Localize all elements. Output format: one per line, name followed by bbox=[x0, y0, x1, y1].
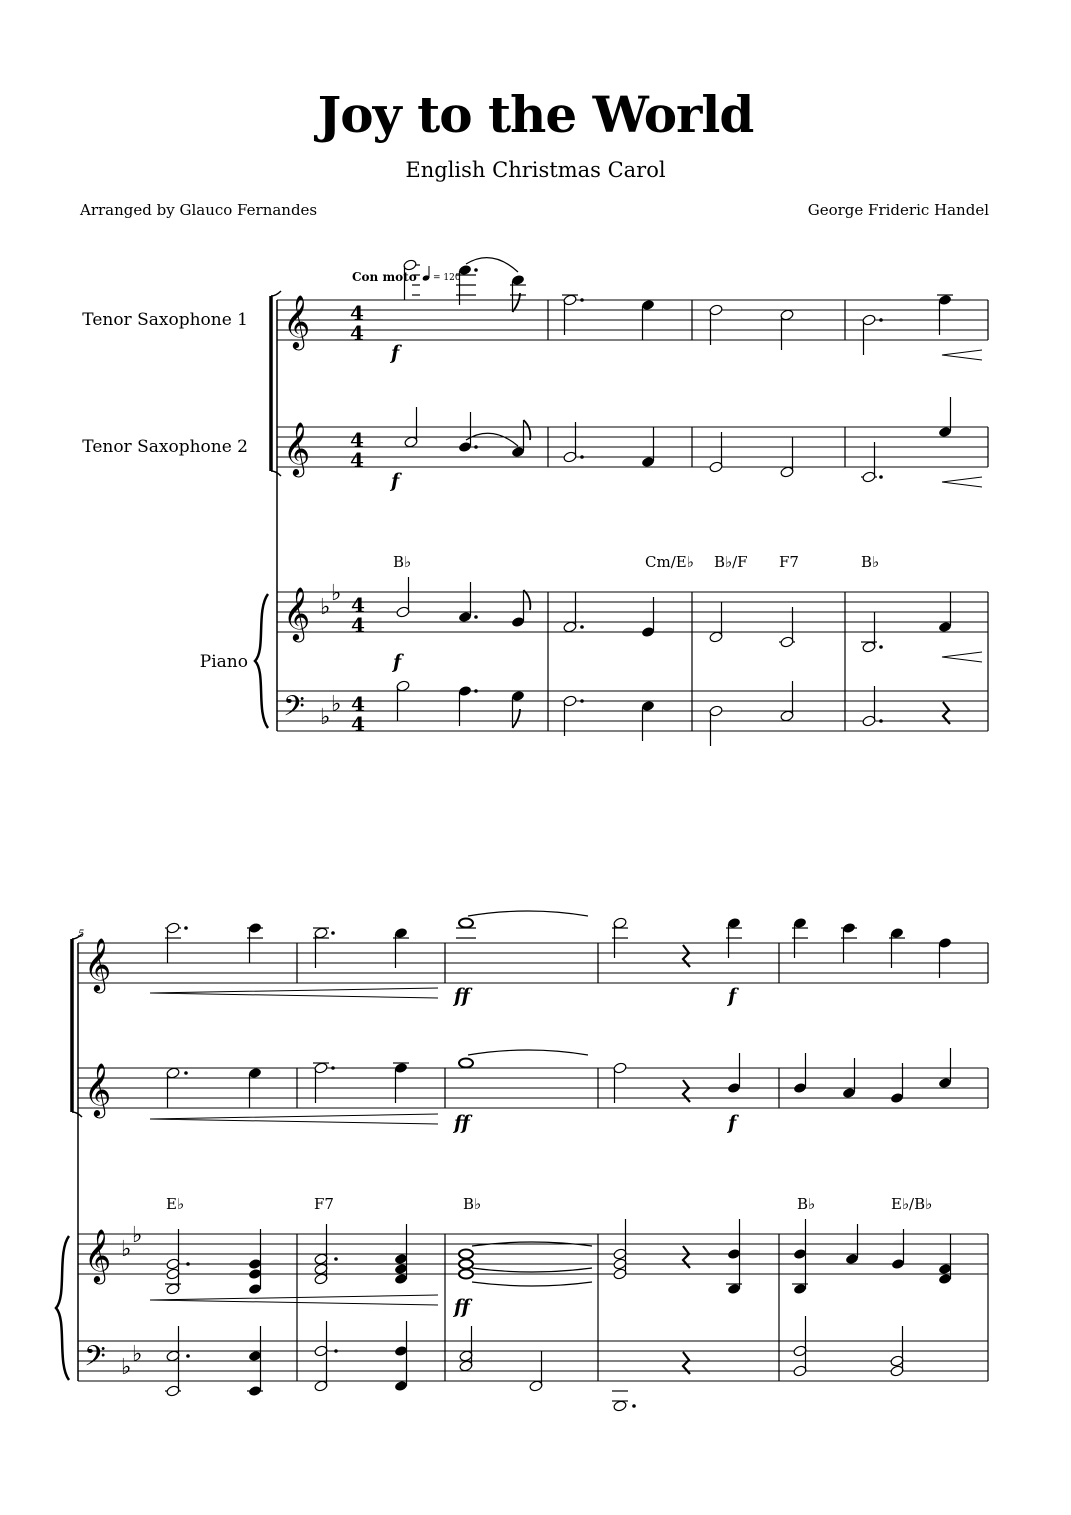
dynamic-mark: ff bbox=[454, 985, 470, 1007]
time-signature bbox=[350, 301, 365, 736]
staff-label-sax2: Tenor Saxophone 2 bbox=[82, 437, 248, 457]
svg-text:B♭: B♭ bbox=[797, 1195, 816, 1213]
quarter-rest-icon bbox=[683, 1246, 690, 1268]
svg-text:B♭: B♭ bbox=[463, 1195, 482, 1213]
notes-piano-treble-system1 bbox=[396, 577, 952, 653]
staff-piano-treble-s2 bbox=[78, 1234, 988, 1274]
svg-text:F7: F7 bbox=[779, 553, 799, 571]
flat-icon: ♭ bbox=[132, 1223, 143, 1248]
quarter-rest-icon bbox=[683, 945, 690, 967]
treble-clef-icon: 𝄞 bbox=[84, 1062, 112, 1116]
treble-clef-icon: 𝄞 bbox=[283, 294, 311, 348]
piano-brace bbox=[255, 594, 268, 728]
staff-piano-bass bbox=[277, 691, 988, 731]
bass-clef-icon: 𝄢 bbox=[84, 1340, 106, 1380]
quarter-note-icon bbox=[422, 266, 430, 282]
system-1 bbox=[82, 258, 988, 746]
system-2 bbox=[56, 911, 988, 1412]
barlines-system-1 bbox=[548, 300, 988, 731]
score-title: Joy to the World bbox=[317, 85, 754, 144]
treble-clef-icon: 𝄞 bbox=[84, 1228, 112, 1282]
svg-text:4: 4 bbox=[351, 593, 365, 617]
chord-symbols bbox=[393, 553, 879, 571]
treble-clef-icon: 𝄞 bbox=[283, 586, 311, 640]
svg-text:E♭/B♭: E♭/B♭ bbox=[891, 1195, 933, 1213]
svg-text:E♭: E♭ bbox=[166, 1195, 185, 1213]
notes-piano-bass-system1 bbox=[396, 680, 950, 746]
staff-piano-bass-s2 bbox=[78, 1341, 988, 1381]
notes-piano-bass-system2 bbox=[165, 1316, 904, 1412]
svg-text:4: 4 bbox=[350, 428, 364, 452]
staff-sax2-s2 bbox=[78, 1068, 988, 1108]
svg-text:B♭: B♭ bbox=[861, 553, 880, 571]
crescendo-hairpin bbox=[150, 988, 438, 1305]
notes-sax1-system2 bbox=[165, 911, 952, 978]
flat-icon: ♭ bbox=[320, 705, 331, 730]
treble-clef-icon: 𝄞 bbox=[283, 421, 311, 475]
quarter-rest-icon bbox=[683, 1080, 690, 1102]
dynamic-mark: ff bbox=[454, 1112, 470, 1134]
flat-icon: ♭ bbox=[320, 595, 331, 620]
dynamic-mark: ff bbox=[454, 1296, 470, 1318]
svg-text:4: 4 bbox=[351, 613, 365, 637]
staff-sax1-s2 bbox=[78, 943, 988, 983]
piano-brace bbox=[56, 1236, 69, 1380]
dynamic-mark: f bbox=[728, 1112, 737, 1134]
svg-text:4: 4 bbox=[350, 448, 364, 472]
staff-label-sax1: Tenor Saxophone 1 bbox=[82, 310, 248, 330]
svg-text:B♭: B♭ bbox=[393, 553, 412, 571]
svg-text:4: 4 bbox=[351, 692, 365, 716]
svg-text:F7: F7 bbox=[314, 1195, 334, 1213]
dynamic-mark: f bbox=[391, 470, 400, 492]
svg-text:Cm/E♭: Cm/E♭ bbox=[645, 553, 694, 571]
tempo-marking: Con moto bbox=[352, 270, 417, 284]
flat-icon: ♭ bbox=[331, 692, 342, 717]
notes-sax2-system1 bbox=[404, 397, 952, 483]
flat-icon: ♭ bbox=[121, 1237, 132, 1262]
measure-number: 5 bbox=[78, 929, 85, 940]
bass-clef-icon: 𝄢 bbox=[283, 690, 305, 730]
flat-icon: ♭ bbox=[132, 1342, 143, 1367]
chord-symbols bbox=[166, 1195, 932, 1213]
staff-sax2 bbox=[277, 427, 988, 467]
svg-text:B♭/F: B♭/F bbox=[714, 553, 748, 571]
notes-piano-treble-system2 bbox=[165, 1219, 952, 1295]
barlines-system-2 bbox=[297, 943, 988, 1381]
dynamic-mark: f bbox=[728, 985, 737, 1007]
arranger-credit: Arranged by Glauco Fernandes bbox=[80, 201, 318, 219]
svg-text:4: 4 bbox=[350, 301, 364, 325]
dynamic-mark: f bbox=[391, 342, 400, 364]
flat-icon: ♭ bbox=[121, 1355, 132, 1380]
staff-label-piano: Piano bbox=[199, 652, 248, 672]
svg-text:4: 4 bbox=[350, 321, 364, 345]
crescendo-hairpin bbox=[942, 350, 982, 662]
svg-text:4: 4 bbox=[351, 712, 365, 736]
staff-piano-treble bbox=[277, 592, 988, 632]
flat-icon: ♭ bbox=[331, 581, 342, 606]
treble-clef-icon: 𝄞 bbox=[84, 937, 112, 991]
composer-credit: George Frideric Handel bbox=[807, 201, 989, 219]
dynamic-mark: f bbox=[393, 651, 402, 673]
score-subtitle: English Christmas Carol bbox=[405, 158, 666, 182]
tempo-bpm: = 120 bbox=[433, 273, 461, 283]
